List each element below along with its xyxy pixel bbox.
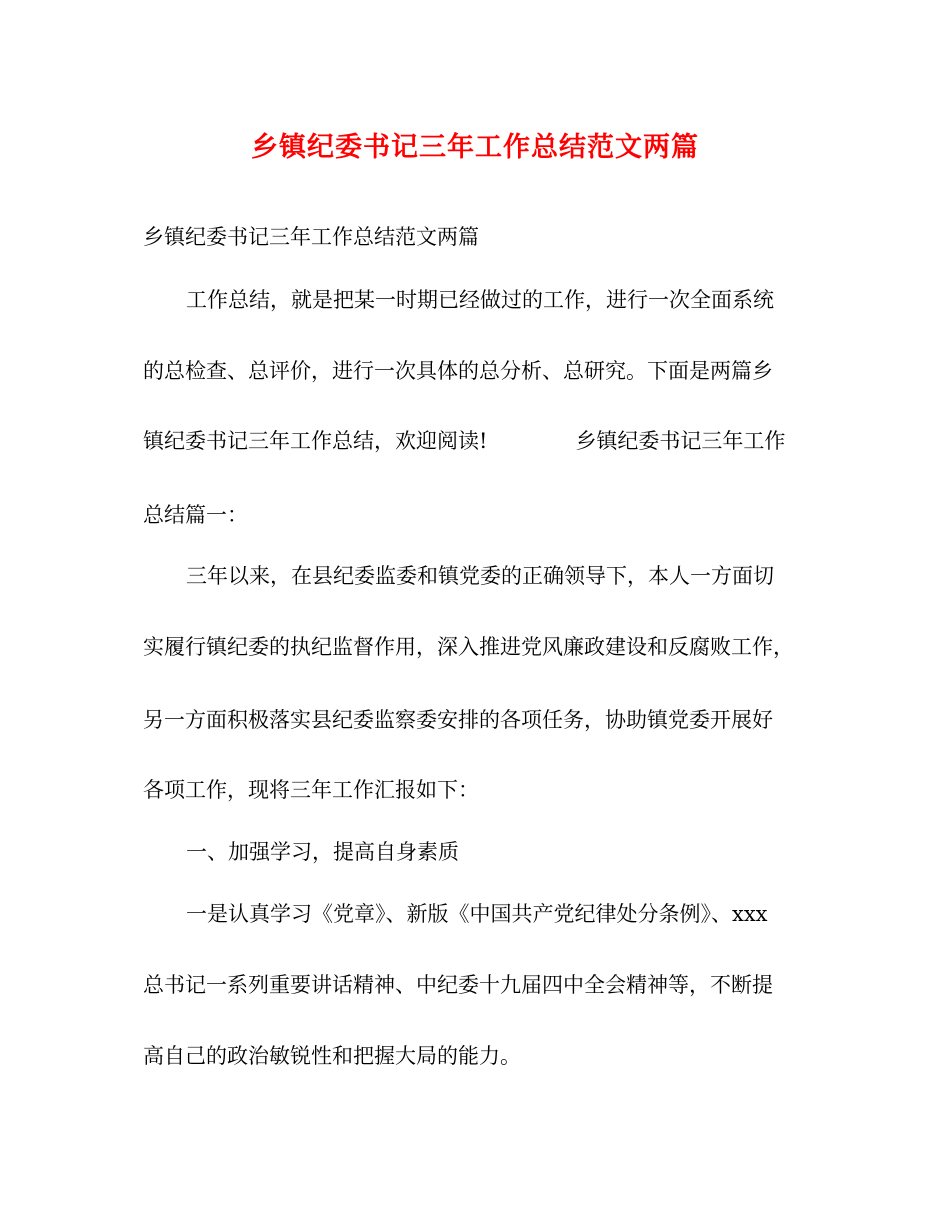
paragraph-line: 总结篇一：: [143, 503, 248, 527]
paragraph-line-text: 镇纪委书记三年工作总结，欢迎阅读!: [143, 429, 488, 453]
paragraph-line: 各项工作，现将三年工作汇报如下：: [143, 778, 479, 802]
paragraph-line: 一是认真学习《党章》、新版《中国共产党纪律处分条例》、xxx: [186, 902, 768, 926]
paragraph-line-text: 乡镇纪委书记三年工作: [575, 429, 786, 453]
paragraph-line: 的总检查、总评价，进行一次具体的总分析、总研究。下面是两篇乡: [143, 359, 773, 383]
paragraph-line: 工作总结，就是把某一时期已经做过的工作，进行一次全面系统: [186, 288, 774, 312]
paragraph-line-mixed: [143, 426, 785, 456]
paragraph-line: 三年以来，在县纪委监委和镇党委的正确领导下，本人一方面切: [186, 564, 774, 588]
section-heading: 一、加强学习，提高自身素质: [186, 840, 459, 864]
paragraph-line: 高自己的政治敏锐性和把握大局的能力。: [143, 1044, 521, 1068]
document-title: 乡镇纪委书记三年工作总结范文两篇: [251, 132, 699, 163]
paragraph-line-subtitle: 乡镇纪委书记三年工作总结范文两篇: [143, 225, 479, 249]
paragraph-line: 实履行镇纪委的执纪监督作用，深入推进党风廉政建设和反腐败工作，: [143, 635, 794, 659]
paragraph-line: 另一方面积极落实县纪委监察委安排的各项任务，协助镇党委开展好: [143, 708, 773, 732]
paragraph-line: 总书记一系列重要讲话精神、中纪委十九届四中全会精神等，不断提: [143, 973, 773, 997]
